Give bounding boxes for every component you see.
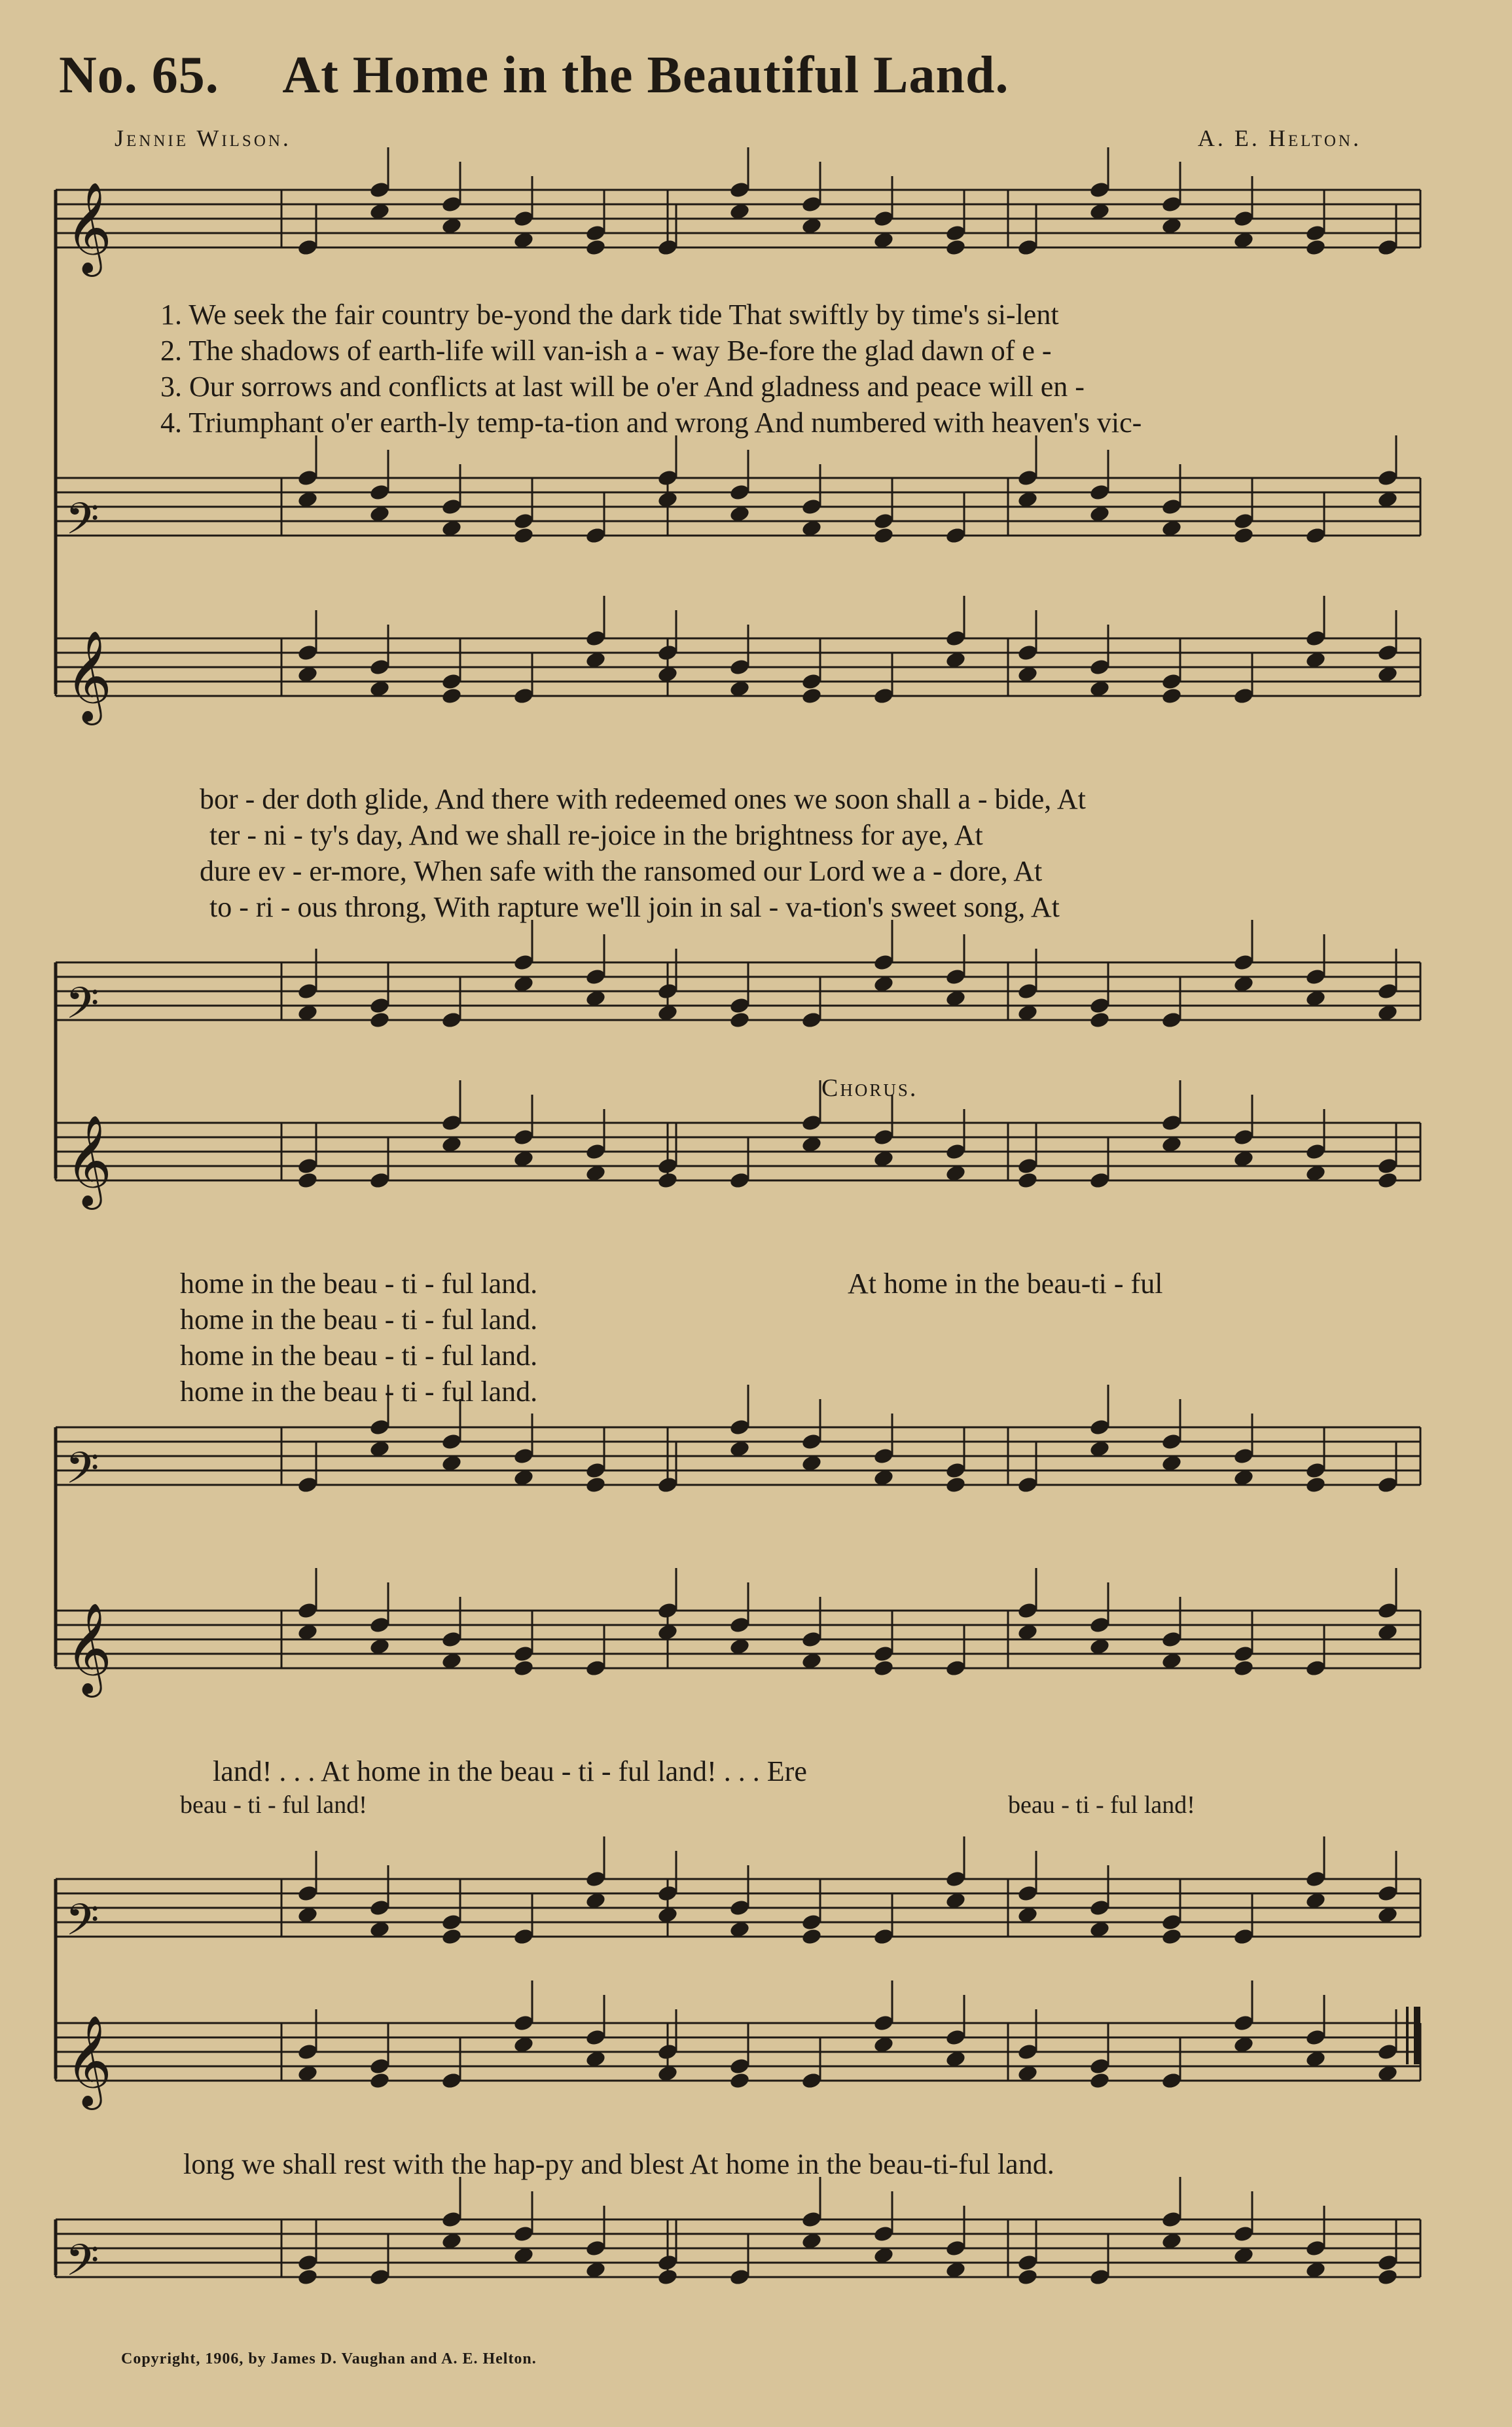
- svg-text:𝄢: 𝄢: [65, 494, 99, 555]
- copyright-notice: Copyright, 1906, by James D. Vaughan and A. E. Helton.: [121, 2350, 537, 2367]
- verse-1-line-2: bor - der doth glide, And there with redeemed ones we soon shall a - bide, At: [200, 783, 1086, 815]
- svg-text:𝄢: 𝄢: [65, 1443, 99, 1504]
- chorus-line-b-lower-1: beau - ti - ful land!: [180, 1791, 367, 1819]
- verse-3-line-2: dure ev - er-more, When safe with the ransomed our Lord we a - dore, At: [200, 855, 1043, 887]
- verse-2-line-1: 2. The shadows of earth-life will van-ish a - way Be-fore the glad dawn of e -: [160, 335, 1052, 367]
- svg-text:𝄞: 𝄞: [65, 1115, 112, 1206]
- hymn-title: At Home in the Beautiful Land.: [282, 46, 1009, 104]
- svg-text:𝄞: 𝄞: [65, 2015, 112, 2106]
- chorus-line-a: At home in the beau-ti - ful: [848, 1268, 1163, 1300]
- svg-text:𝄞: 𝄞: [65, 182, 112, 273]
- verse-2-line-2: ter - ni - ty's day, And we shall re-joice in the brightness for aye, At: [209, 819, 983, 851]
- chorus-line-c: long we shall rest with the hap-py and blest At home in the beau-ti-ful land.: [183, 2148, 1054, 2180]
- refrain-line-4: home in the beau - ti - ful land.: [180, 1376, 538, 1408]
- lyricist-credit: Jennie Wilson.: [115, 125, 291, 151]
- verse-4-line-2: to - ri - ous throng, With rapture we'll join in sal - va-tion's sweet song, At: [209, 891, 1060, 923]
- refrain-line-1: home in the beau - ti - ful land.: [180, 1268, 538, 1300]
- refrain-line-3: home in the beau - ti - ful land.: [180, 1340, 538, 1372]
- chorus-line-b-lower-2: beau - ti - ful land!: [1008, 1791, 1195, 1819]
- svg-text:𝄞: 𝄞: [65, 630, 112, 721]
- verse-4-line-1: 4. Triumphant o'er earth-ly temp-ta-tion and wrong And numbered with heaven's vic-: [160, 407, 1142, 439]
- verse-3-line-1: 3. Our sorrows and conflicts at last will be o'er And gladness and peace will en -: [160, 371, 1085, 403]
- chorus-label: Chorus.: [821, 1074, 918, 1102]
- chorus-line-b: land! . . . At home in the beau - ti - ful land! . . . Ere: [213, 1755, 807, 1787]
- refrain-line-2: home in the beau - ti - ful land.: [180, 1304, 538, 1336]
- verse-1-line-1: 1. We seek the fair country be-yond the dark tide That swiftly by time's si-lent: [160, 299, 1059, 331]
- composer-credit: A. E. Helton.: [1197, 125, 1361, 151]
- hymn-number: No. 65.: [59, 46, 219, 104]
- svg-text:𝄞: 𝄞: [65, 1603, 112, 1694]
- svg-text:𝄢: 𝄢: [65, 978, 99, 1039]
- svg-text:𝄢: 𝄢: [65, 1895, 99, 1956]
- svg-text:𝄢: 𝄢: [65, 2235, 99, 2296]
